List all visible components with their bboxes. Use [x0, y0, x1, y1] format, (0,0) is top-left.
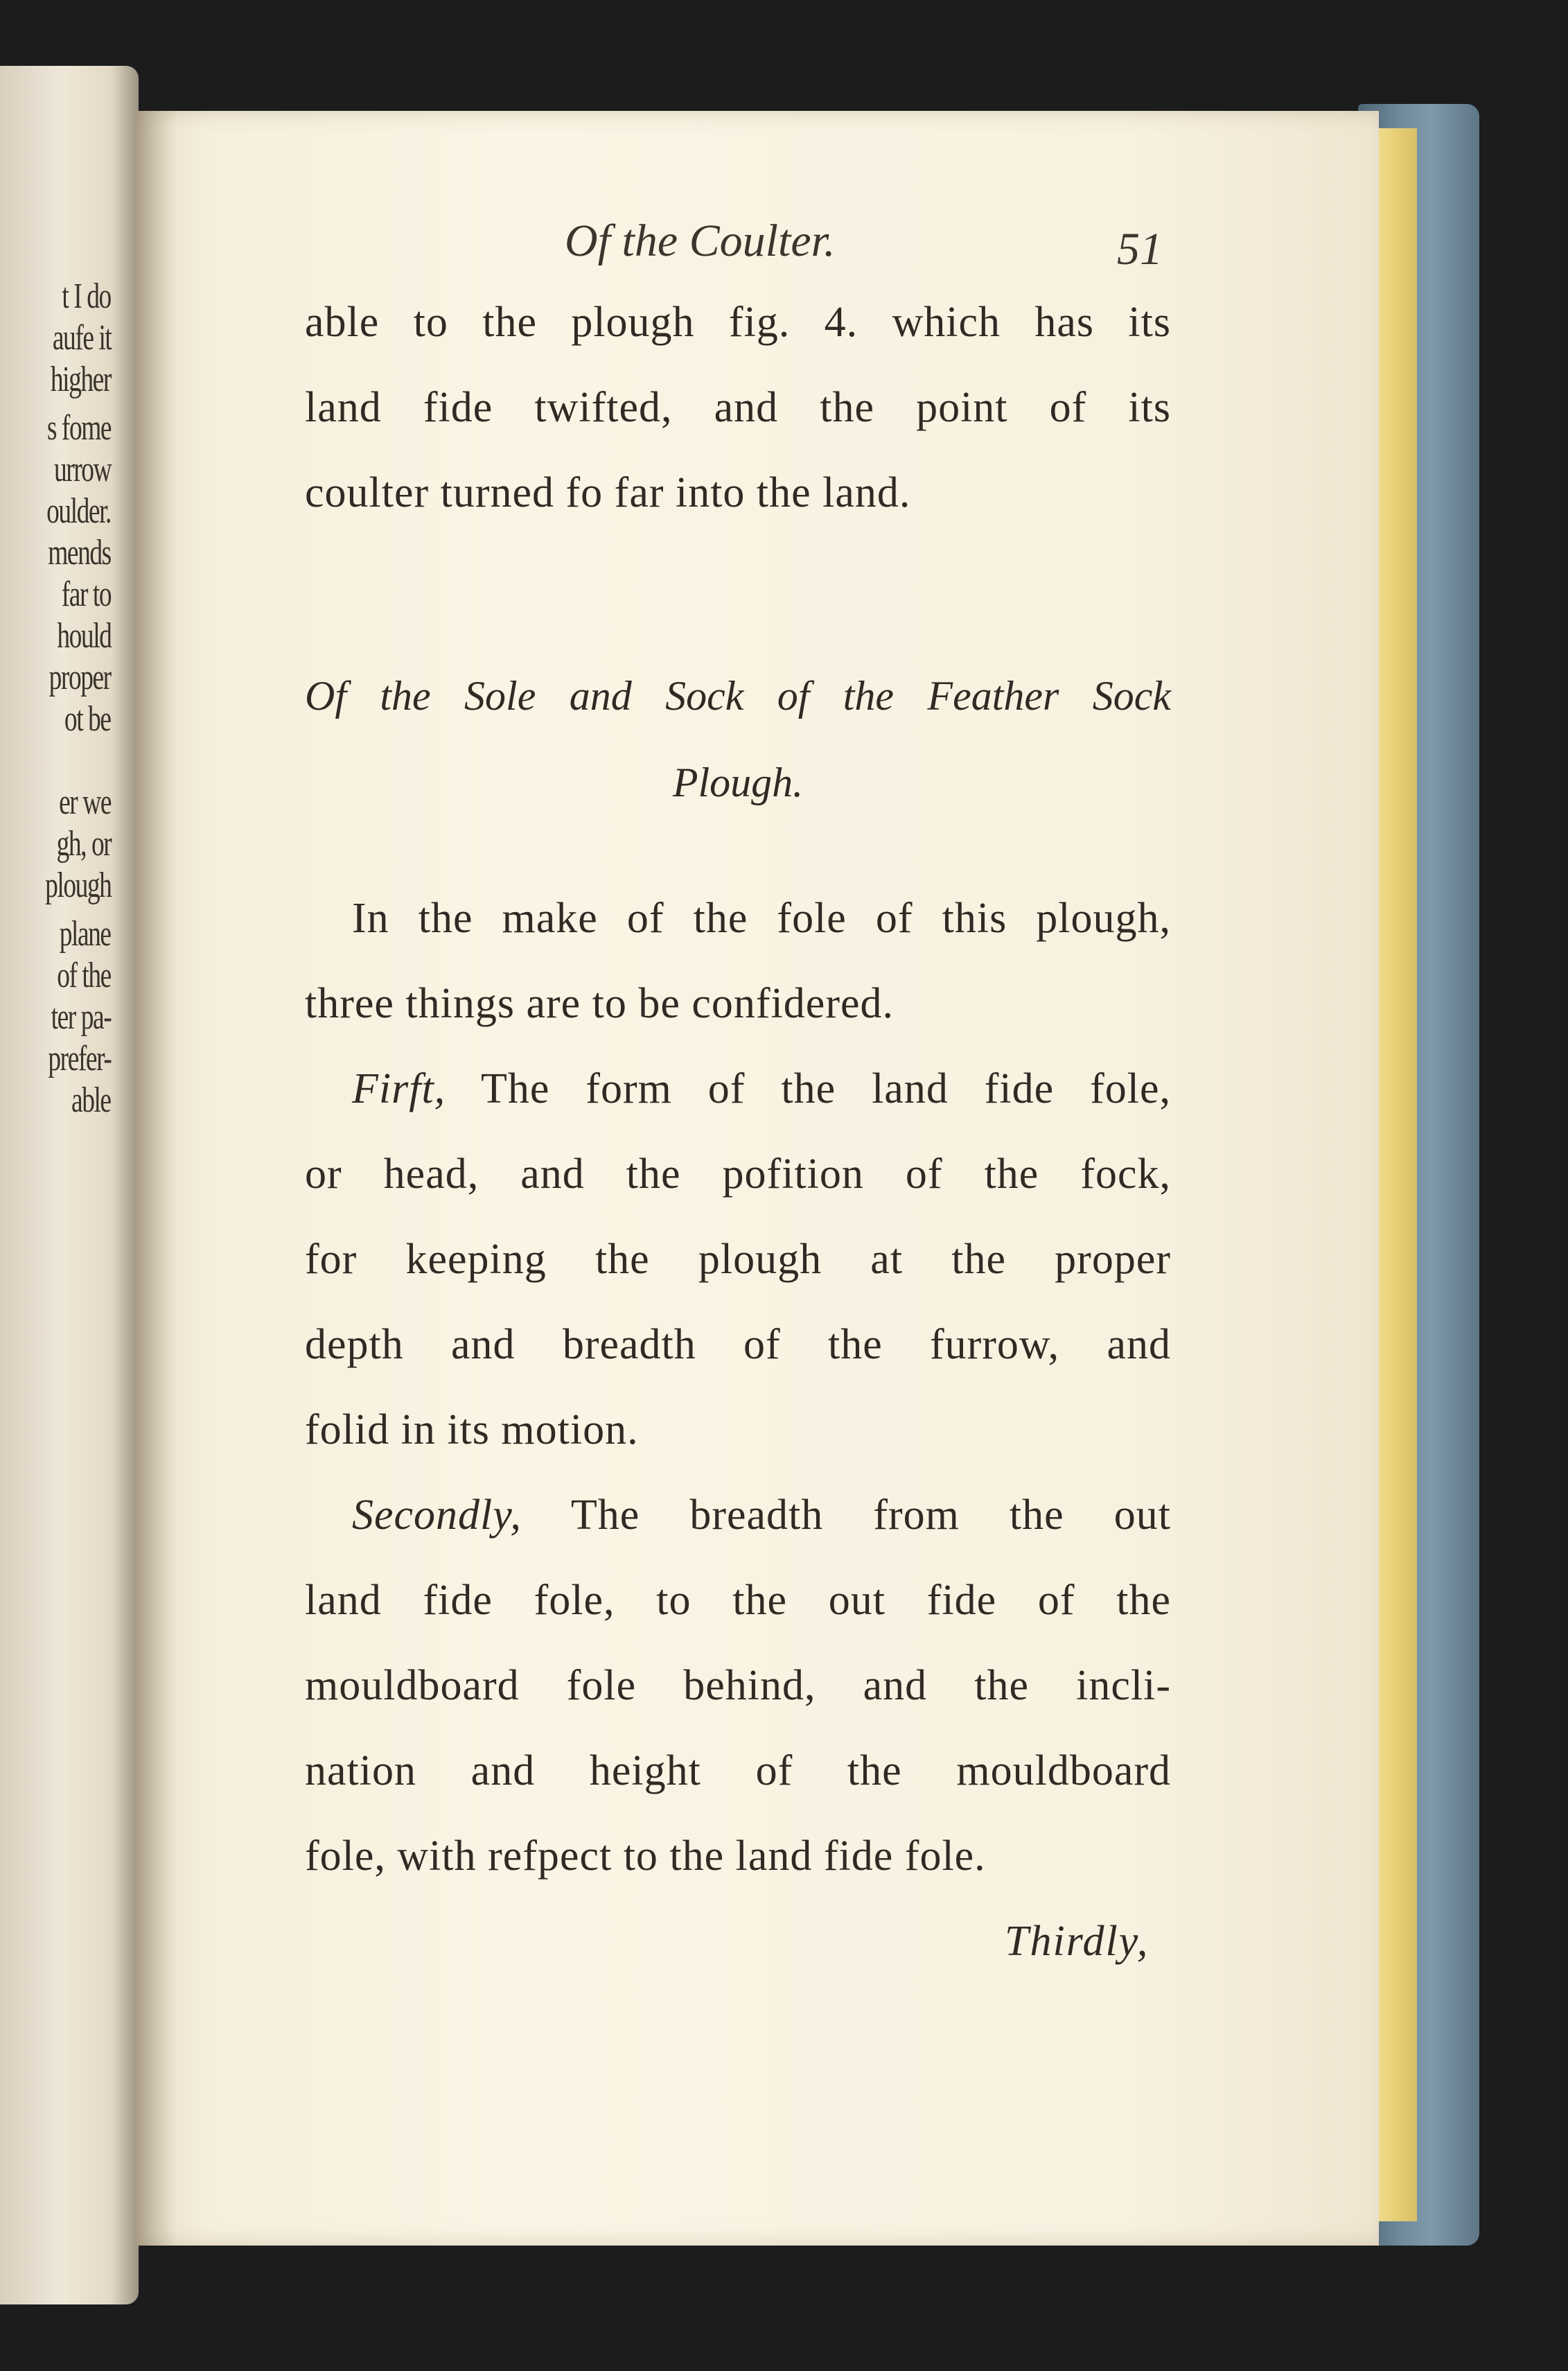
first-label: Firft, [352, 1065, 446, 1112]
text-line: three things are to be confidered. [305, 980, 894, 1027]
text-line: able to the plough fig. 4. which has its [305, 299, 1171, 346]
second-line-text: The breadth from the out [521, 1491, 1171, 1539]
section-heading: Plough. [672, 760, 804, 805]
text-line: depth and breadth of the furrow, and [305, 1321, 1171, 1368]
previous-page-line: aufe it [52, 318, 111, 358]
previous-page-line: proper [49, 658, 111, 697]
previous-page-line: able [71, 1080, 111, 1120]
previous-page-line: gh, or [56, 824, 111, 864]
section-heading: Of the Sole and Sock of the Feather Sock [305, 673, 1171, 719]
catchword: Thirdly, [1005, 1918, 1149, 1965]
text-line: land fide fole, to the out fide of the [305, 1577, 1171, 1624]
previous-page-line: t I do [62, 277, 111, 316]
previous-page-line: far to [61, 575, 111, 614]
previous-page-line: er we [59, 782, 111, 822]
text-line: mouldboard fole behind, and the incli- [305, 1662, 1171, 1709]
page-edges [1375, 128, 1417, 2221]
text-line: nation and height of the mouldboard [305, 1747, 1171, 1794]
previous-page-line: ter pa- [51, 997, 111, 1037]
previous-page-line: of the [57, 956, 111, 995]
text-line: folid in its motion. [305, 1406, 639, 1453]
previous-page-line: higher [50, 360, 111, 399]
text-line: In the make of the fole of this plough, [352, 895, 1171, 942]
previous-page-line: urrow [53, 450, 111, 489]
second-label: Secondly, [352, 1491, 522, 1539]
previous-page [0, 66, 139, 2304]
text-line [352, 1065, 1171, 1114]
previous-page-line: mends [48, 533, 111, 572]
previous-page-line: hould [56, 616, 111, 656]
text-line: land fide twifted, and the point of its [305, 384, 1171, 431]
page-number: 51 [1117, 224, 1163, 274]
text-line: for keeping the plough at the proper [305, 1236, 1171, 1283]
previous-page-line: ot be [64, 699, 111, 739]
running-head: Of the Coulter. [565, 216, 836, 266]
previous-page-line: s fome [46, 408, 111, 448]
previous-page-line: plane [60, 914, 111, 954]
text-line [352, 1491, 1171, 1540]
previous-page-line: oulder. [46, 491, 111, 531]
first-line-text: The form of the land fide fole, [446, 1065, 1171, 1112]
previous-page-line: plough [44, 866, 111, 905]
previous-page-line: prefer- [47, 1039, 111, 1078]
text-line: fole, with refpect to the land fide fole. [305, 1832, 986, 1880]
gutter-shadow [135, 111, 177, 2246]
text-line: coulter turned fo far into the land. [305, 469, 911, 516]
text-line: or head, and the pofition of the fock, [305, 1150, 1171, 1198]
